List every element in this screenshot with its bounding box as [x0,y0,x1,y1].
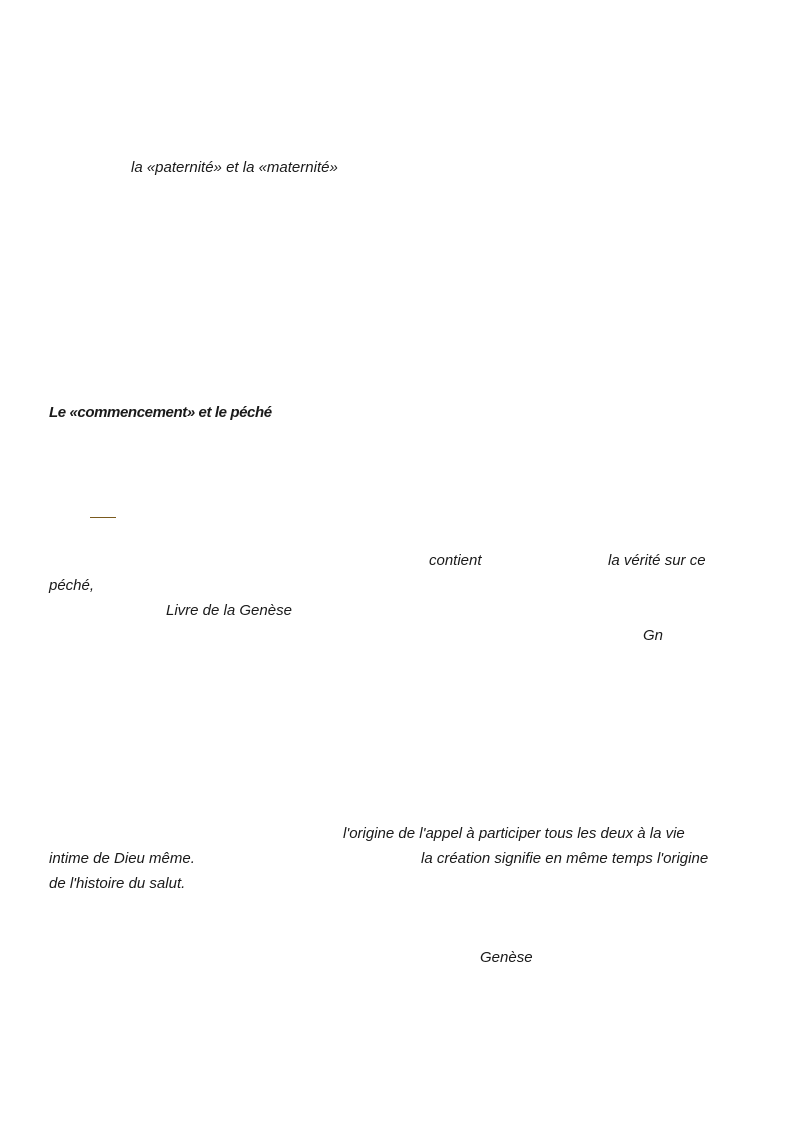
text-origine-appel: l'origine de l'appel à participer tous les deux à la vie [343,825,685,842]
text-creation-signifie: la création signifie en même temps l'origine [421,850,709,867]
text-verite-sur-ce: la vérité sur ce [608,552,706,569]
text-genese: Genèse [480,949,533,966]
text-histoire-salut: de l'histoire du salut. [49,875,186,892]
text-peche: péché, [49,577,95,594]
paternity-maternity-text: la «paternité» et la «maternité» [131,159,338,176]
footnote-rule [90,517,116,518]
text-intime-dieu: intime de Dieu même. [49,850,195,867]
text-contient: contient [429,552,482,569]
text-gn: Gn [643,627,664,644]
section-heading: Le «commencement» et le péché [49,404,272,421]
text-livre-genese: Livre de la Genèse [166,602,292,619]
